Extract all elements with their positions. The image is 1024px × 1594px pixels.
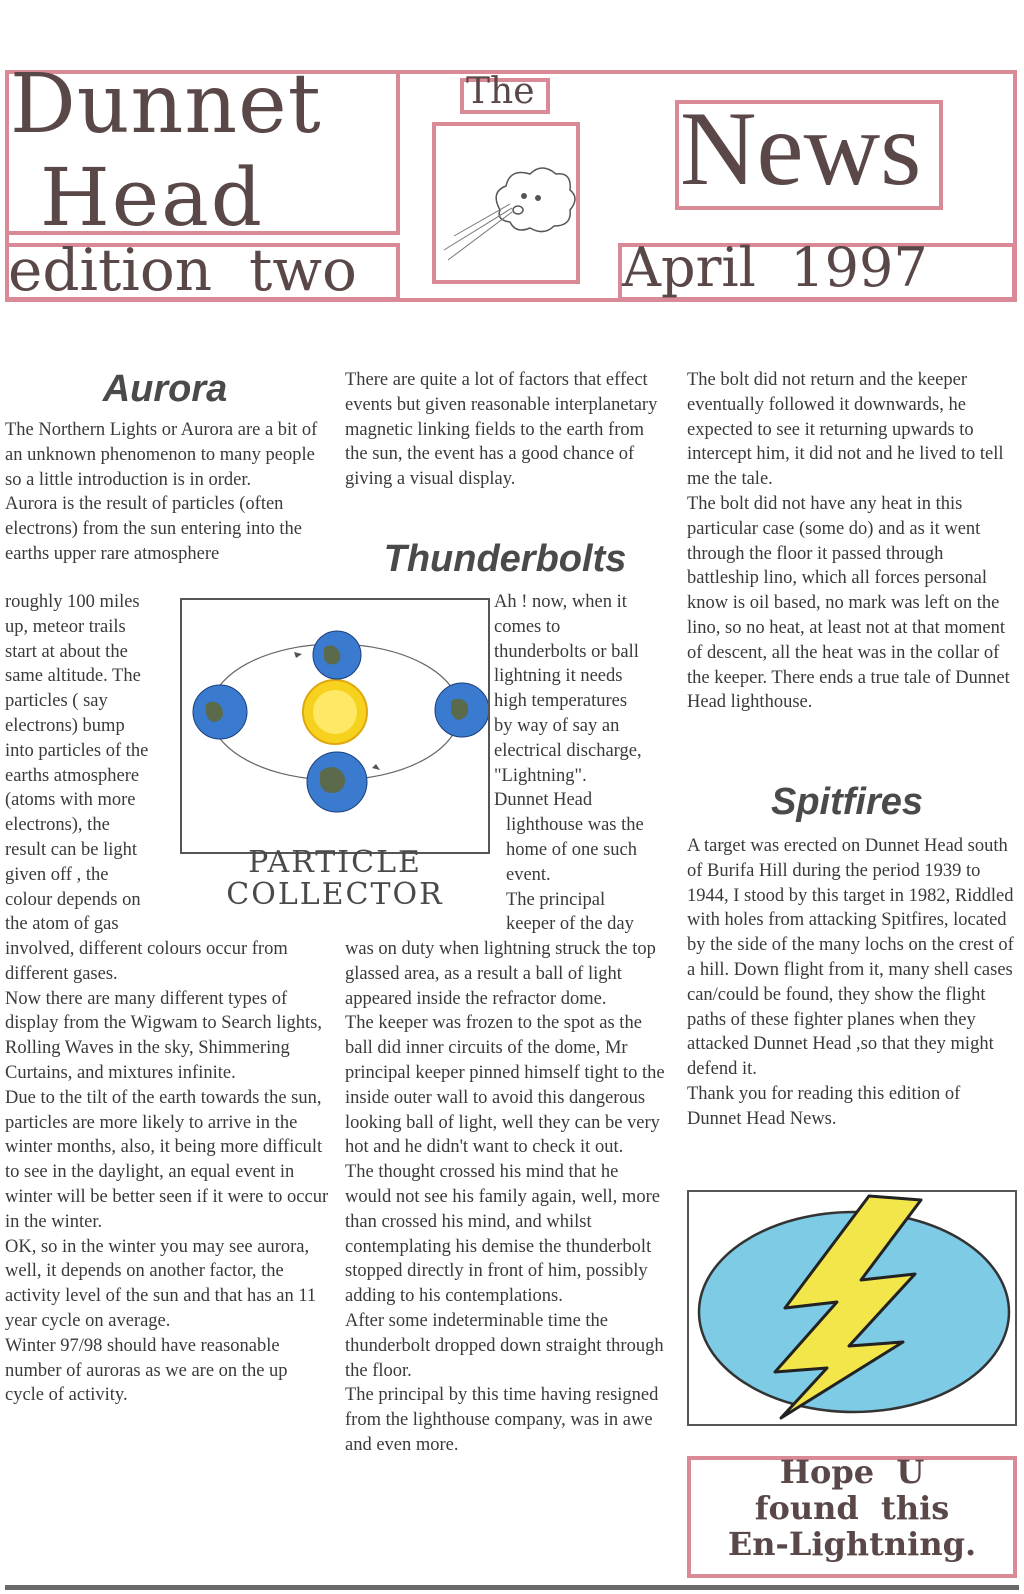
right-para-3: A target was erected on Dunnet Head south of Burifa Hill during the period 1939 to 1944, I stood by this target in 1982, Riddled with holes from attacking Spitfires, located by the side of the many lochs on the crest of a hill. Down flight from it, many shell cases can/could be found, they show the flight paths of these fighter planes when they attacked Dunnet Head ,so that they might defend it.: [687, 836, 1014, 1080]
masthead-the: The: [466, 71, 535, 112]
right-bottom: [687, 834, 1017, 1132]
edition-label: edition two: [8, 236, 357, 304]
promo-line-3: En-Lightning.: [727, 1525, 977, 1563]
thunderbolts-para-3: The thought crossed his mind that he would not see his family again, well, more than crossed his mind, and whilst contemplating his demise the thunderbolt stopped directly in front of him, possibly adding to his contemplations.: [345, 1162, 660, 1307]
promo-line-2: found this: [754, 1489, 950, 1527]
aurora-wrap-line: the atom of gas: [5, 914, 119, 935]
aurora-para-4: Due to the tilt of the earth towards the sun, particles are more likely to arrive in the winter months, also, it being more difficult to see in the daylight, an equal event in winter will be better seen if it were to occur in the winter.: [5, 1087, 329, 1232]
aurora-heading: Aurora: [102, 368, 228, 410]
masthead-head: Head: [40, 151, 265, 244]
thunderbolts-para-2: The keeper was frozen to the spot as the ball did inner circuits of the dome, Mr principal keeper pinned himself tight to the inside outer wall to avoid this dangerous looking ball of light, well they can be very hot and he didn't want to check it out.: [345, 1013, 665, 1158]
aurora-wrap-text: [5, 590, 175, 937]
masthead-news: News: [680, 90, 922, 207]
right-para-4: Thank you for reading this edition of Dunnet Head News.: [687, 1083, 961, 1129]
aurora-wrap-line: into particles of the: [5, 740, 149, 761]
aurora-rest: [5, 937, 330, 1408]
aurora-wrap-line: up, meteor trails: [5, 616, 126, 637]
aurora-para-5: OK, so in the winter you may see aurora, well, it depends on another factor, the activity level of the sun and that has an 11 year cycle on average.: [5, 1236, 317, 1331]
aurora-wrap-line: electrons), the: [5, 815, 110, 836]
aurora-wrap-line: start at about the: [5, 641, 128, 662]
thunderbolts-wrap-line: keeper of the day: [506, 914, 634, 935]
aurora-wrap-line: (atoms with more: [5, 790, 136, 811]
right-top: [687, 368, 1017, 715]
lightning-bolt-icon: [689, 1192, 1015, 1424]
figure-caption-line-2: COLLECTOR: [226, 877, 444, 912]
thunderbolts-para-4: After some indeterminable time the thunderbolt dropped down straight through the floor.: [345, 1310, 664, 1381]
thunderbolts-heading: Thunderbolts: [383, 538, 627, 580]
right-para-1: The bolt did not return and the keeper eventually followed it downwards, he expected to see it returning upwards to intercept him, it did not and he lived to tell me the tale.: [687, 370, 1004, 490]
date-label: April 1997: [622, 236, 928, 299]
thunderbolts-para-5: The principal by this time having resigned from the lighthouse company, was in awe and even more.: [345, 1385, 659, 1455]
sun-earth-orbit-diagram: [182, 600, 488, 852]
right-para-2: The bolt did not have any heat in this particular case (some do) and as it went through the floor it passed through battleship lino, which all forces personal know is oil based, no mark was left on the lino, so no heat, at least not at that moment of descent, all the heat was in the collar of the keeper. There ends a true tale of Dunnet Head lighthouse.: [687, 493, 1010, 713]
thunderbolts-wrap-line: electrical discharge,: [494, 740, 642, 761]
wind-cloud-icon: [440, 150, 578, 262]
aurora-para-1: The Northern Lights or Aurora are a bit of an unknown phenomenon to many people so a little introduction is in order.: [5, 420, 318, 490]
aurora-wrap-line: earths atmosphere: [5, 765, 140, 786]
thunderbolts-wrap-line: "Lightning".: [494, 765, 587, 786]
aurora-para-6: Winter 97/98 should have reasonable number of auroras as we are on the up cycle of activity.: [5, 1335, 288, 1406]
aurora-intro: [5, 418, 330, 567]
thunderbolts-rest: [345, 937, 665, 1458]
spitfires-heading: Spitfires: [770, 781, 924, 823]
aurora-wrap-line: particles ( say: [5, 691, 108, 712]
bottom-rule: [5, 1585, 1019, 1590]
thunderbolts-wrap-line: lighthouse was the: [506, 815, 644, 836]
thunderbolts-wrap-text: [494, 590, 669, 937]
thunderbolts-para-1-rest: was on duty when lightning struck the top glassed area, as a result a ball of light appeared inside the refractor dome.: [345, 939, 656, 1009]
thunderbolts-wrap-line: Dunnet Head: [494, 790, 593, 811]
aurora-para-3: Now there are many different types of display from the Wigwam to Search lights, Rolling Waves in the sky, Shimmering Curtains, and mixtures infinite.: [5, 988, 322, 1083]
particle-collector-figure: [180, 598, 490, 854]
mid-intro-para: There are quite a lot of factors that effect events but given reasonable interplanetary magnetic linking fields to the earth from the sun, the event has a good chance of giving a visual display.: [345, 370, 658, 490]
lightning-image: [687, 1190, 1017, 1426]
thunderbolts-wrap-line: home of one such: [506, 839, 638, 860]
aurora-wrap-line: roughly 100 miles: [5, 592, 140, 612]
aurora-wrap-line: colour depends on: [5, 889, 141, 910]
promo-line-1: Hope U: [779, 1453, 925, 1491]
thunderbolts-wrap-line: Ah ! now, when it: [494, 592, 627, 612]
mid-intro: [345, 368, 665, 492]
thunderbolts-wrap-line: lightning it needs: [494, 666, 623, 687]
aurora-para-2-top: Aurora is the result of particles (often electrons) from the sun entering into the earths upper rare atmosphere: [5, 494, 302, 564]
aurora-wrap-line: given off , the: [5, 864, 109, 885]
thunderbolts-wrap-line: comes to: [494, 616, 561, 637]
thunderbolts-wrap-line: event.: [506, 864, 551, 885]
figure-caption-line-1: PARTICLE: [248, 845, 422, 880]
aurora-para-2-rest: involved, different colours occur from different gases.: [5, 939, 288, 984]
masthead-dunnet: Dunnet: [10, 57, 322, 152]
aurora-wrap-line: electrons) bump: [5, 715, 125, 736]
aurora-wrap-line: result can be light: [5, 839, 138, 860]
aurora-wrap-line: same altitude. The: [5, 666, 141, 687]
thunderbolts-wrap-line: thunderbolts or ball: [494, 641, 639, 662]
thunderbolts-wrap-line: The principal: [506, 889, 606, 910]
thunderbolts-wrap-line: high temperatures: [494, 691, 628, 712]
thunderbolts-wrap-line: by way of say an: [494, 715, 620, 736]
